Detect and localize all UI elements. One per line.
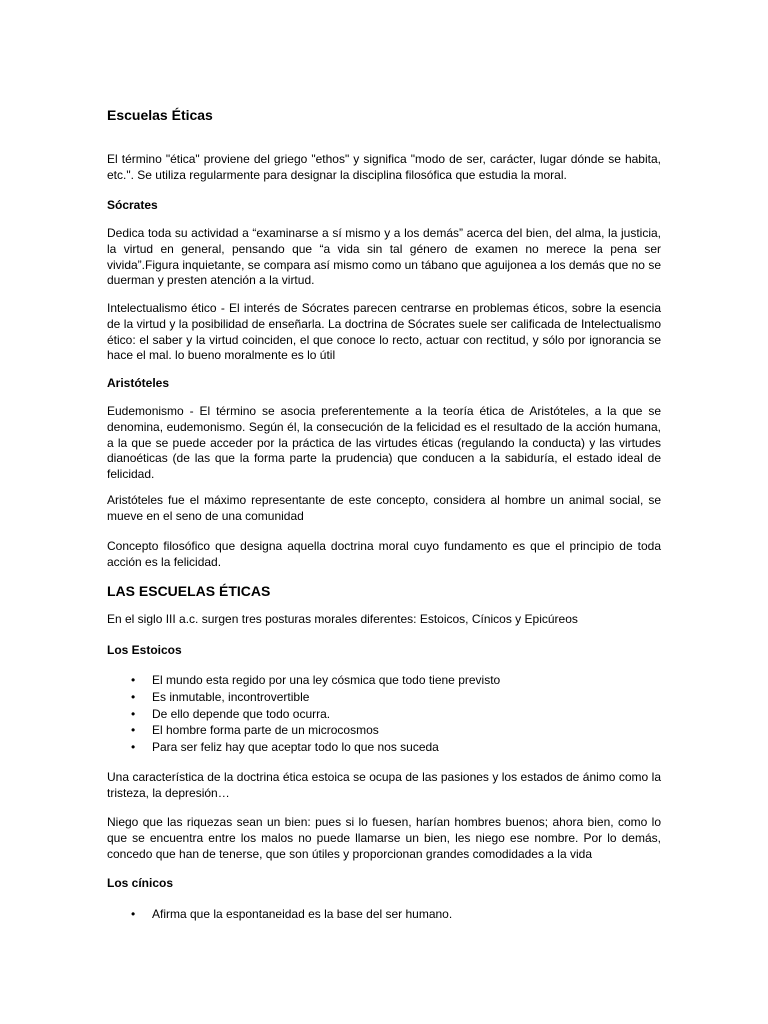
bullet-icon: • xyxy=(131,740,136,755)
list-item-text: Es inmutable, incontrovertible xyxy=(152,689,310,704)
list-item xyxy=(107,906,661,923)
bullet-icon: • xyxy=(131,706,136,721)
list-item-text: De ello depende que todo ocurra. xyxy=(152,706,331,721)
intro-paragraph: El término "ética" proviene del griego "ethos" y significa "modo de ser, carácter, lugar dónde se habita, etc.". Se utiliza regularmente para designar la disciplina filosófica que estudia la moral. xyxy=(107,152,661,182)
aristoteles-paragraph-2: Aristóteles fue el máximo representante de este concepto, considera al hombre un animal social, se mueve en el seno de una comunidad xyxy=(107,493,661,523)
estoicos-paragraph-1: Una característica de la doctrina ética estoica se ocupa de las pasiones y los estados de ánimo como la tristeza, la depresión… xyxy=(107,770,661,800)
list-item-text: Afirma que la espontaneidad es la base del ser humano. xyxy=(152,907,453,921)
bullet-icon: • xyxy=(131,907,136,921)
bullet-icon: • xyxy=(131,723,136,738)
list-item-text: El mundo esta regido por una ley cósmica que todo tiene previsto xyxy=(152,673,501,687)
escuelas-paragraph: En el siglo III a.c. surgen tres posturas morales diferentes: Estoicos, Cínicos y Epicúreos xyxy=(107,612,578,626)
list-item xyxy=(107,722,661,739)
list-item-text: Para ser feliz hay que aceptar todo lo que nos suceda xyxy=(152,740,439,755)
bullet-icon: • xyxy=(131,673,136,687)
bullet-icon: • xyxy=(131,689,136,704)
estoicos-paragraph-2: Niego que las riquezas sean un bien: pues si lo fuesen, harían hombres buenos; ahora bien, como lo que se encuentra entre los malos no puede llamarse un bien, les niego ese nombre. Por lo demás, concedo que han de tenerse, que son útiles y proporcionan grandes comodidades a la vida xyxy=(107,815,661,861)
heading-socrates: Sócrates xyxy=(107,198,158,212)
list-item-text: El hombre forma parte de un microcosmos xyxy=(152,723,379,738)
list-item xyxy=(107,739,661,756)
heading-escuelas-eticas: LAS ESCUELAS ÉTICAS xyxy=(107,583,271,599)
heading-aristoteles: Aristóteles xyxy=(107,376,170,390)
heading-cinicos: Los cínicos xyxy=(107,876,174,890)
list-item xyxy=(107,706,661,723)
heading-estoicos: Los Estoicos xyxy=(107,643,182,657)
socrates-paragraph-1: Dedica toda su actividad a “examinarse a sí mismo y a los demás” acerca del bien, del alma, la justicia, la virtud en general, pensando que “a vida sin tal género de examen no merece la pena ser vivida”.Figura inquietante, se compara así mismo como un tábano que aguijonea a los demás que no se duerman y presten atención a la virtud. xyxy=(107,226,661,288)
cinicos-list xyxy=(107,906,661,923)
estoicos-list xyxy=(107,672,661,756)
aristoteles-paragraph-3: Concepto filosófico que designa aquella doctrina moral cuyo fundamento es que el principio de toda acción es la felicidad. xyxy=(107,539,661,569)
list-item xyxy=(107,689,661,706)
aristoteles-paragraph-1: Eudemonismo - El término se asocia preferentemente a la teoría ética de Aristóteles, a la que se denomina, eudemonismo. Según él, la consecución de la felicidad es el resultado de la acción humana, a la que se puede acceder por la práctica de las virtudes éticas (regulando la conducta) y las virtudes dianoéticas (de las que la forma parte la prudencia) que conducen a la sabiduría, el estado ideal de felicidad. xyxy=(107,404,661,482)
socrates-paragraph-2: Intelectualismo ético - El interés de Sócrates parecen centrarse en problemas éticos, sobre la esencia de la virtud y la posibilidad de enseñarla. La doctrina de Sócrates suele ser calificada de Intelectualismo ético: el saber y la virtud coinciden, el que conoce lo recto, actuar con rectitud, y sólo por ignorancia se hace el mal. lo bueno moralmente es lo útil xyxy=(107,301,661,363)
list-item xyxy=(107,672,661,689)
document-title: Escuelas Éticas xyxy=(107,107,213,123)
